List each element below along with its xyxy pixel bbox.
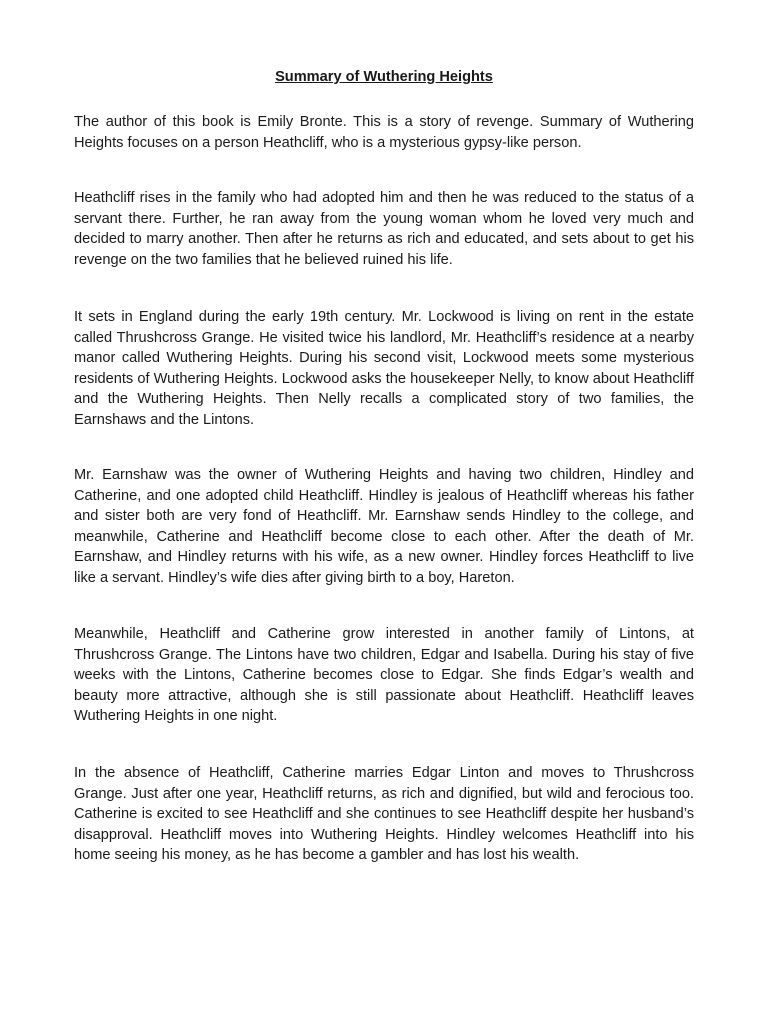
paragraph-lintons: Meanwhile, Heathcliff and Catherine grow interested in another family of Lintons, at Thrushcross Grange. The Lintons have two children, Edgar and Isabella. During his stay of five weeks with the Lintons, Catherine becomes close to Edgar. She finds Edgar’s wealth and beauty more attractive, although she is still passionate about Heathcliff. Heathcliff leaves Wuthering Heights in one night.	[74, 626, 694, 725]
paragraph-earnshaw: Mr. Earnshaw was the owner of Wuthering Heights and having two children, Hindley and Catherine, and one adopted child Heathcliff. Hindley is jealous of Heathcliff whereas his father and sister both are very fond of Heathcliff. Mr. Earnshaw sends Hindley to the college, and meanwhile, Catherine and Heathcliff become close to each other. After the death of Mr. Earnshaw, and Hindley returns with his wife, as a new owner. Hindley forces Heathcliff to live like a servant. Hindley’s wife dies after giving birth to a boy, Hareton.	[74, 467, 694, 586]
paragraph-author: The author of this book is Emily Bronte. This is a story of revenge. Summary of Wuthering Heights focuses on a person Heathcliff, who is a mysterious gypsy-like person.	[74, 114, 694, 151]
paragraph-return: In the absence of Heathcliff, Catherine marries Edgar Linton and moves to Thrushcross Grange. Just after one year, Heathcliff returns, as rich and dignified, but wild and ferocious too. Catherine is excited to see Heathcliff and she continues to see Heathcliff despite her husband’s disapproval. Heathcliff moves into Wuthering Heights. Hindley welcomes Heathcliff into his home seeing his money, as he has become a gambler and has lost his wealth.	[74, 765, 694, 864]
paragraph-setting: It sets in England during the early 19th century. Mr. Lockwood is living on rent in the estate called Thrushcross Grange. He visited twice his landlord, Mr. Heathcliff’s residence at a nearby manor called Wuthering Heights. During his second visit, Lockwood meets some mysterious residents of Wuthering Heights. Lockwood asks the housekeeper Nelly, to know about Heathcliff and the Wuthering Heights. Then Nelly recalls a complicated story of two families, the Earnshaws and the Lintons.	[74, 309, 694, 428]
paragraph-heathcliff-rise: Heathcliff rises in the family who had adopted him and then he was reduced to the status of a servant there. Further, he ran away from the young woman whom he loved very much and decided to marry another. Then after he returns as rich and educated, and sets about to get his revenge on the two families that he believed ruined his life.	[74, 190, 694, 268]
document-title: Summary of Wuthering Heights	[275, 69, 493, 85]
